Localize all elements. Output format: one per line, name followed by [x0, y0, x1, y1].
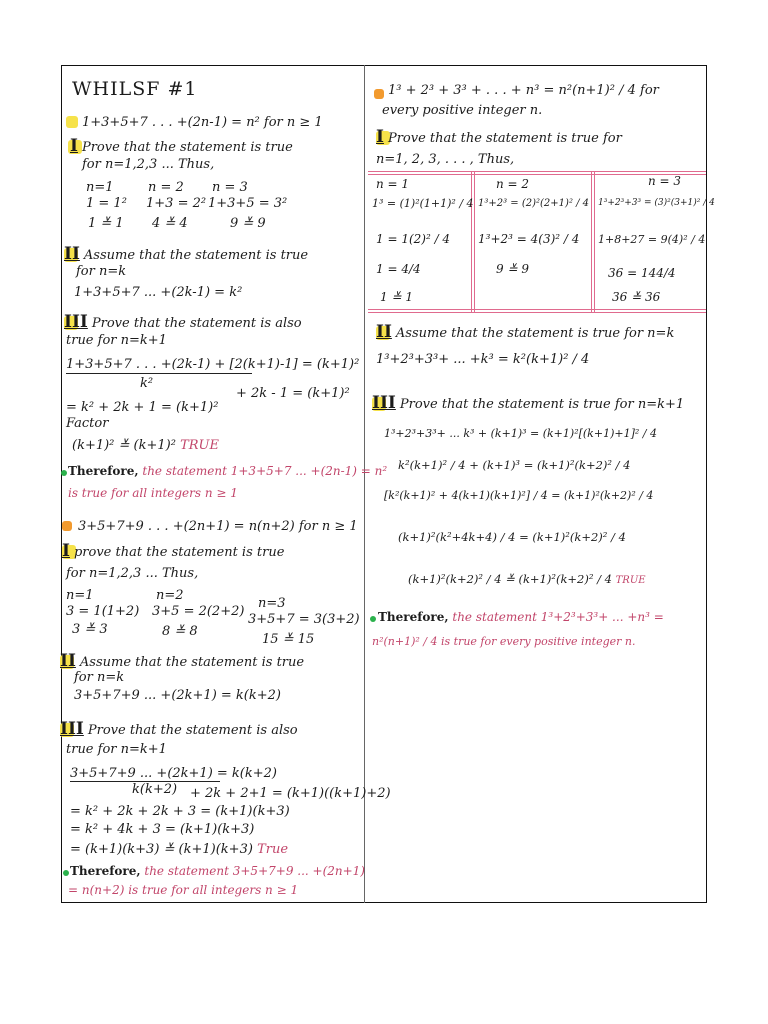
- column-divider: [364, 65, 365, 903]
- p2-case-1-check: 3 ≚ 3: [72, 622, 108, 637]
- p3-therefore-word: Therefore,: [378, 610, 449, 624]
- p1-step3-line-e: Factor: [66, 416, 109, 431]
- table-bottom-rule: [368, 309, 706, 310]
- p1-case-1-check: 1 ≚ 1: [88, 216, 124, 231]
- page-title: WHILSF #1: [72, 78, 198, 100]
- roman-numeral-1: I: [70, 136, 78, 156]
- p1-step3-line-c: + 2k - 1 = (k+1)²: [236, 386, 350, 401]
- p1-true-label: TRUE: [180, 438, 219, 453]
- p2-step3-line-c: + 2k + 2+1 = (k+1)((k+1)+2): [190, 786, 391, 801]
- problem-3-marker: [374, 89, 384, 99]
- table-col-rule-1b: [474, 171, 475, 312]
- problem-2-statement: 3+5+7+9 . . . +(2n+1) = n(n+2) for n ≥ 1: [78, 519, 358, 534]
- p1-step2-eq: 1+3+5+7 ... +(2k-1) = k²: [74, 285, 243, 300]
- p2-roman-numeral-1: I: [62, 541, 70, 561]
- p3-col3-line-d: 36 ≚ 36: [612, 290, 661, 304]
- p2-case-2-check: 8 ≚ 8: [162, 624, 198, 639]
- p3-therefore-line2: n²(n+1)² / 4 is true for every positive integer n.: [372, 635, 636, 648]
- p2-therefore-bullet: [63, 870, 69, 876]
- p2-step2-line2: for n=k: [74, 670, 125, 685]
- p3-step1-header: Prove that the statement is true for: [387, 131, 622, 146]
- p2-case-3-check: 15 ≚ 15: [262, 632, 315, 647]
- p2-true-label: True: [257, 842, 289, 857]
- problem-1-marker: [66, 116, 78, 128]
- p3-step3-line-b: k²(k+1)² / 4 + (k+1)³ = (k+1)²(k+2)² / 4: [398, 458, 631, 472]
- table-top-rule: [368, 171, 706, 172]
- roman-numeral-2: II: [64, 244, 80, 264]
- p3-step3-header: Prove that the statement is true for n=k+1: [399, 397, 685, 412]
- p3-step2-header: Assume that the statement is true for n=k: [395, 326, 675, 341]
- p2-step1-header: prove that the statement is true: [73, 545, 285, 560]
- p2-step3-header: Prove that the statement is also: [87, 723, 298, 738]
- p2-step2-header: Assume that the statement is true: [79, 655, 305, 670]
- p3-col3-line-c: 36 = 144/4: [608, 266, 676, 280]
- p1-case-2-eq: 1+3 = 2²: [146, 196, 207, 211]
- p1-step3-line-b: k²: [140, 376, 154, 391]
- p1-step2-line2: for n=k: [76, 264, 127, 279]
- p2-case-1-n: n=1: [66, 588, 94, 603]
- p1-step1-header: Prove that the statement is true: [81, 140, 293, 155]
- p2-case-3-eq: 3+5+7 = 3(3+2): [248, 612, 360, 627]
- p3-step3-line-a: 1³+2³+3³+ ... k³ + (k+1)³ = (k+1)²[(k+1)+1]² / 4: [384, 427, 657, 440]
- p3-step1-line2: n=1, 2, 3, . . . , Thus,: [376, 152, 515, 167]
- p1-therefore-bullet: [61, 470, 67, 476]
- p1-case-1-eq: 1 = 1²: [86, 196, 127, 211]
- p2-step3-line-e: = k² + 4k + 3 = (k+1)(k+3): [70, 822, 255, 837]
- p3-true-label: TRUE: [615, 575, 646, 586]
- p1-case-1-n: n=1: [86, 180, 114, 195]
- problem-3-line2: every positive integer n.: [382, 103, 543, 118]
- p3-col1-line-a: 1³ = (1)²(1+1)² / 4: [372, 197, 474, 210]
- p3-roman-numeral-3: III: [372, 393, 396, 413]
- p3-therefore-bullet: [370, 616, 376, 622]
- p1-step1-line2: for n=1,2,3 ... Thus,: [82, 157, 215, 172]
- table-col-rule-2: [591, 171, 592, 312]
- p2-therefore-line1: the statement 3+5+7+9 ... +(2n+1): [144, 864, 365, 878]
- p2-roman-numeral-2: II: [60, 651, 76, 671]
- p3-col1-n: n = 1: [376, 177, 410, 191]
- p3-col3-line-a: 1³+2³+3³ = (3)²(3+1)² / 4: [598, 198, 715, 208]
- p2-step1-line2: for n=1,2,3 ... Thus,: [66, 566, 199, 581]
- p3-col2-line-b: 1³+2³ = 4(3)² / 4: [478, 232, 580, 246]
- p3-roman-numeral-1: I: [376, 127, 384, 147]
- p3-col3-line-b: 1+8+27 = 9(4)² / 4: [598, 233, 706, 246]
- p2-therefore-line2: = n(n+2) is true for all integers n ≥ 1: [68, 883, 299, 897]
- p1-step3-line-a: 1+3+5+7 . . . +(2k-1) + [2(k+1)-1] = (k+1)²: [66, 357, 360, 372]
- p3-col2-n: n = 2: [496, 177, 530, 191]
- problem-3-statement: 1³ + 2³ + 3³ + . . . + n³ = n²(n+1)² / 4 for: [388, 83, 659, 98]
- p1-case-2-n: n = 2: [148, 180, 184, 195]
- p1-step3-line2: true for n=k+1: [66, 333, 167, 348]
- p2-case-1-eq: 3 = 1(1+2): [66, 604, 140, 619]
- p2-step3-line-a: 3+5+7+9 ... +(2k+1) = k(k+2): [70, 766, 277, 781]
- p2-roman-numeral-3: III: [60, 719, 84, 739]
- p3-col2-line-a: 1³+2³ = (2)²(2+1)² / 4: [478, 198, 590, 209]
- p1-therefore-line2: is true for all integers n ≥ 1: [68, 486, 238, 500]
- p3-col1-line-d: 1 ≚ 1: [380, 290, 413, 304]
- p1-underbrace: [66, 373, 252, 374]
- p3-roman-numeral-2: II: [376, 322, 392, 342]
- p3-col1-line-c: 1 = 4/4: [376, 262, 421, 276]
- p3-step2-eq: 1³+2³+3³+ ... +k³ = k²(k+1)² / 4: [376, 352, 590, 367]
- p3-step3-line-d: (k+1)²(k²+4k+4) / 4 = (k+1)²(k+2)² / 4: [398, 530, 626, 544]
- p1-therefore-word: Therefore,: [68, 464, 139, 478]
- p3-step3-line-c: [k²(k+1)² + 4(k+1)(k+1)²] / 4 = (k+1)²(k+2)² / 4: [384, 489, 654, 502]
- p2-step3-line-f: = (k+1)(k+3) ≚ (k+1)(k+3): [70, 842, 253, 857]
- p2-step3-line2: true for n=k+1: [66, 742, 167, 757]
- p1-step3-line-d: = k² + 2k + 1 = (k+1)²: [66, 400, 219, 415]
- p2-step2-eq: 3+5+7+9 ... +(2k+1) = k(k+2): [74, 688, 281, 703]
- p1-step2-header: Assume that the statement is true: [83, 248, 309, 263]
- roman-numeral-3: III: [64, 312, 88, 332]
- p2-step3-line-d: = k² + 2k + 2k + 3 = (k+1)(k+3): [70, 804, 290, 819]
- p1-step3-header: Prove that the statement is also: [91, 316, 302, 331]
- problem-2-marker: [62, 521, 72, 531]
- p1-step3-line-f: (k+1)² ≚ (k+1)²: [72, 438, 176, 453]
- p1-case-2-check: 4 ≚ 4: [152, 216, 188, 231]
- problem-1-statement: 1+3+5+7 . . . +(2n-1) = n² for n ≥ 1: [82, 115, 323, 130]
- p3-therefore-line1: the statement 1³+2³+3³+ ... +n³ =: [452, 610, 664, 624]
- p2-case-2-n: n=2: [156, 588, 184, 603]
- table-col-rule-2b: [594, 171, 595, 312]
- p3-step3-line-e: (k+1)²(k+2)² / 4 ≚ (k+1)²(k+2)² / 4: [408, 572, 612, 586]
- table-col-rule-1: [471, 171, 472, 312]
- p2-case-3-n: n=3: [258, 596, 286, 611]
- p1-case-3-check: 9 ≚ 9: [230, 216, 266, 231]
- p2-case-2-eq: 3+5 = 2(2+2): [152, 604, 245, 619]
- p2-therefore-word: Therefore,: [70, 864, 141, 878]
- p2-step3-line-b: k(k+2): [132, 782, 178, 797]
- p3-col2-line-c: 9 ≚ 9: [496, 262, 529, 276]
- table-bottom-rule-2: [368, 312, 706, 313]
- p3-col3-n: n = 3: [648, 174, 682, 188]
- p1-case-3-eq: 1+3+5 = 3²: [208, 196, 288, 211]
- p1-therefore-line1: the statement 1+3+5+7 ... +(2n-1) = n²: [142, 464, 388, 478]
- p1-case-3-n: n = 3: [212, 180, 248, 195]
- p3-col1-line-b: 1 = 1(2)² / 4: [376, 232, 451, 246]
